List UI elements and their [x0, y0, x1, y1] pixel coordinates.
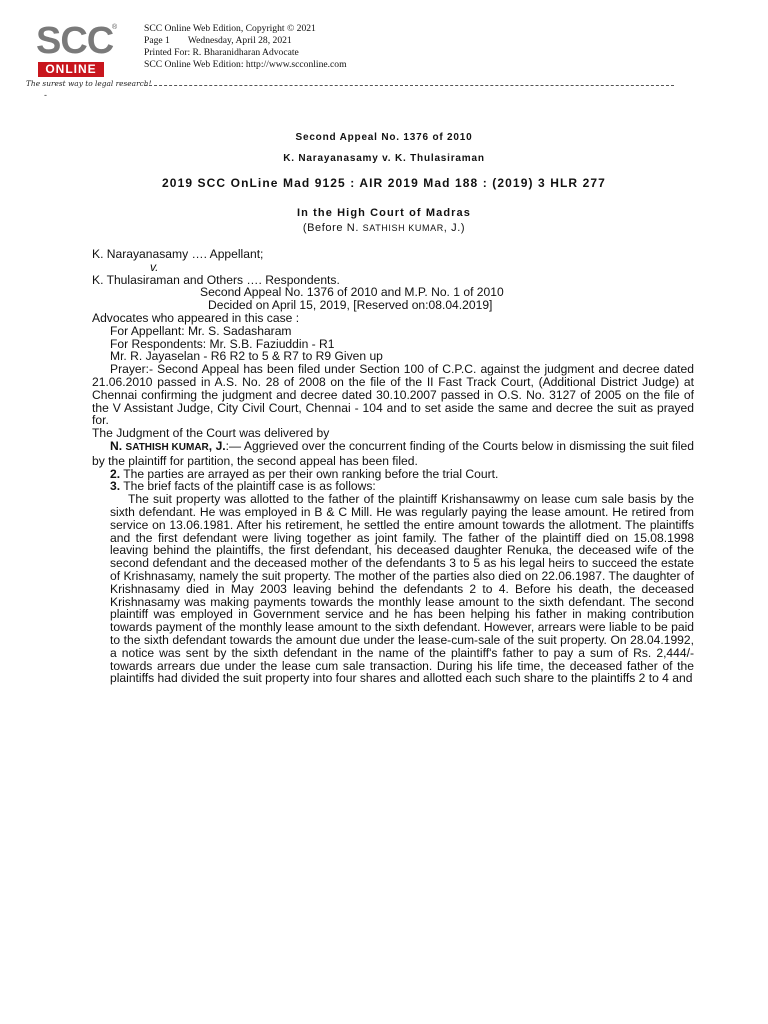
print-header	[144, 23, 347, 71]
judge-suffix: , J.	[208, 438, 226, 453]
logo-registered-mark: ®	[112, 24, 118, 31]
web-edition-link[interactable]: SCC Online Web Edition: http://www.scconline.com	[144, 59, 347, 70]
paragraph-2-number: 2.	[110, 466, 121, 481]
facts-paragraph	[92, 493, 694, 685]
paragraph-3-number: 3.	[110, 479, 121, 494]
judge-name	[110, 439, 226, 453]
paragraph-1-text: :— Aggrieved over the concurrent finding of the Courts below in dismissing the suit filed by the plaintiff for partition, the second appeal has been filed.	[92, 438, 694, 468]
bench-judge-name: SATHISH KUMAR	[362, 223, 444, 233]
advocate-appellant: For Appellant: Mr. S. Sadasharam	[110, 323, 292, 338]
appeal-detail-line: Second Appeal No. 1376 of 2010 and M.P. No. 1 of 2010	[200, 285, 504, 300]
advocate-others: Mr. R. Jayaselan - R6 R2 to 5 & R7 to R9 Given up	[110, 349, 383, 364]
bench-close: , J.)	[443, 222, 466, 234]
appellant-line: K. Narayanasamy …. Appellant;	[92, 247, 264, 261]
logo-brand: SCC	[36, 20, 114, 62]
judge-prefix: N.	[110, 438, 126, 453]
judgment-intro: The Judgment of the Court was delivered by	[92, 426, 330, 441]
scc-online-logo	[26, 20, 152, 102]
paragraph-1	[92, 440, 694, 468]
decided-line: Decided on April 15, 2019, [Reserved on:08.04.2019]	[208, 298, 493, 313]
case-number-heading: Second Appeal No. 1376 of 2010	[295, 132, 473, 143]
page-line	[144, 35, 347, 47]
copyright-line: SCC Online Web Edition, Copyright © 2021	[144, 23, 316, 34]
versus-line: v.	[150, 259, 159, 274]
logo-mark: -	[44, 90, 47, 100]
printed-for: Printed For: R. Bharanidharan Advocate	[144, 47, 299, 58]
logo-online-bar: ONLINE	[38, 62, 104, 77]
paragraph-2-text: The parties are arrayed as per their own ranking before the trial Court.	[120, 466, 499, 481]
print-date: Wednesday, April 28, 2021	[187, 35, 292, 46]
advocates-heading: Advocates who appeared in this case :	[92, 310, 300, 325]
bench	[0, 222, 768, 234]
judge-surname: SATHISH KUMAR	[125, 441, 209, 453]
respondents-line: K. Thulasiraman and Others …. Respondents.	[92, 272, 340, 287]
prayer-paragraph: Prayer:- Second Appeal has been filed under Section 100 of C.P.C. against the judgment and decree dated 21.06.2010 passed in A.S. No. 28 of 2008 on the file of the II Fast Track Court, (Additional District Judge) at Chennai confirming the judgment and decree dated 30.10.2007 passed in O.S. No. 3127 of 2005 on the file of the V Assistant Judge, City Civil Court, Chennai - 104 and to set aside the same and decree the suit as prayed for.	[92, 362, 694, 428]
facts-text: The suit property was allotted to the father of the plaintiff Krishansawmy on lease cum sale basis by the sixth defendant. He was employed in B & C Mill. He was regularly paying the lease amount. He retired from service on 13.06.1981. After his retirement, he settled the entire amount towards the allotment. The plaintiffs and the first defendant were living together as joint family. The father of the plaintiff died on 15.08.1998 leaving behind the plaintiffs, the first defendant, his deceased daughter Renuka, the deceased wife of the second defendant and the deceased mother of the defendants 3 to 5 as his legal heirs to succeed the estate of Krishnasamy, namely the suit property. The mother of the parties also died on 22.06.1987. The daughter of Krishnasamy died in May 2003 leaving behind the defendants 2 to 4. Before his death, the deceased Krishnasamy was making payments towards the monthly lease amount to the sixth defendant. The second plaintiff was employed in Government service and he has been helping his father in making contribution towards payment of the monthly lease amount to the sixth defendant. However, arrears were liable to be paid to the sixth defendant towards the amount due under the lease-cum-sale of the suit property. On 28.04.1992, a notice was sent by the sixth defendant in the name of the plaintiff's father to pay a sum of Rs. 2,444/- towards arrears due under the lease cum sale transaction. During his life time, the deceased father of the plaintiffs had divided the suit property into four shares and allotted each such share to the plaintiffs 2 to 4 and	[110, 492, 694, 686]
court-name: In the High Court of Madras	[297, 207, 471, 219]
judgment-body	[92, 248, 694, 685]
paragraph-3-text: The brief facts of the plaintiff case is as follows:	[120, 479, 376, 494]
logo-tagline: The surest way to legal research!	[26, 79, 152, 88]
header-divider	[144, 85, 674, 86]
page-number: Page 1	[144, 35, 170, 46]
advocate-respondents: For Respondents: Mr. S.B. Faziuddin - R1	[110, 336, 335, 351]
case-parties-heading: K. Narayanasamy v. K. Thulasiraman	[283, 153, 485, 164]
bench-open: (Before N.	[302, 222, 363, 234]
case-citation: 2019 SCC OnLine Mad 9125 : AIR 2019 Mad 188 : (2019) 3 HLR 277	[162, 176, 606, 190]
